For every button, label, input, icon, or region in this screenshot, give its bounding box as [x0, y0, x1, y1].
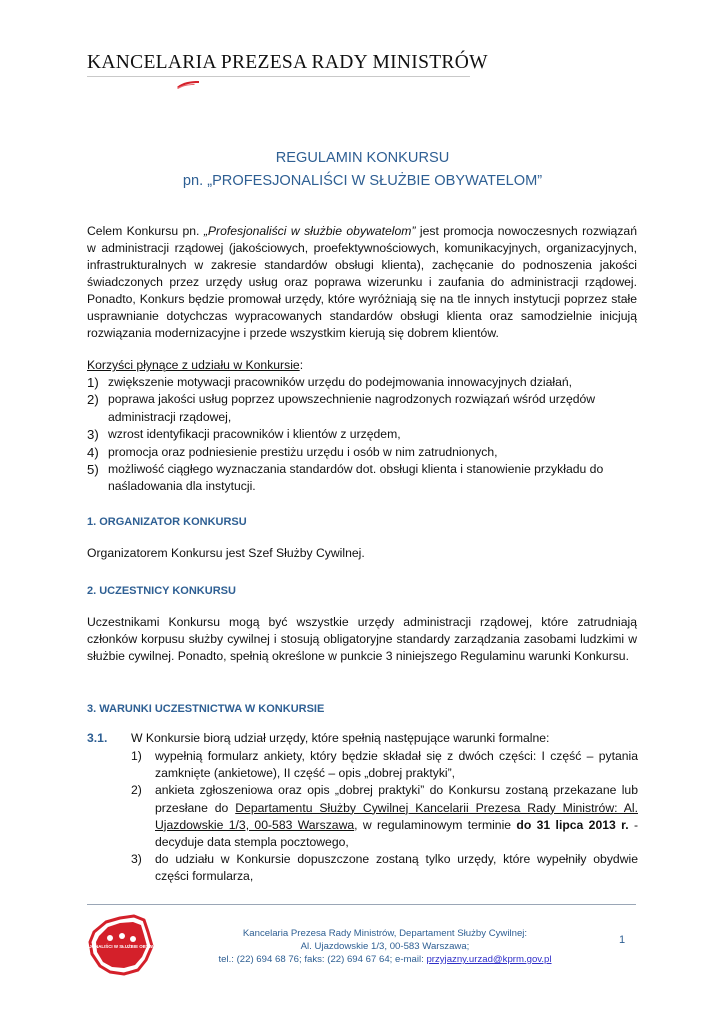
deadline-date: do 31 lipca 2013 r. [516, 817, 629, 832]
list-item [87, 461, 637, 496]
subsection-number: 3.1. [87, 731, 108, 745]
document-subtitle: pn. „PROFESJONALIŚCI W SŁUŻBIE OBYWATELOM” [182, 173, 543, 189]
page-number: 1 [619, 934, 626, 946]
intro-contest-name: „Profesjonaliści w służbie obywatelom” [203, 224, 416, 238]
benefits-heading [87, 357, 637, 374]
footer-email-link[interactable]: przyjazny.urzad@kprm.gov.pl [426, 954, 552, 965]
list-item [87, 391, 637, 426]
list-number: 2) [87, 392, 99, 408]
section-3-heading: 3. WARUNKI UCZESTNICTWA W KONKURSIE [87, 703, 325, 715]
header-divider [87, 76, 470, 77]
list-number: 3) [131, 852, 142, 867]
list-text: poprawa jakości usług poprzez upowszechnienie nagrodzonych rozwiązań wśród urzędów administracji rządowej, [108, 392, 596, 424]
benefits-list [87, 374, 637, 496]
footer-divider [87, 904, 636, 905]
list-number: 3) [87, 427, 99, 443]
list-number: 2) [131, 783, 142, 798]
section-2-text: Uczestnikami Konkursu mogą być wszystkie urzędy administracji rządowej, które zatrudniają członków korpusu służby cywilnej i stosują obligatoryjne standardy zarządzania zasobami ludzkimi w służbie cywilnej. Ponadto, spełnią określone w punkcie 3 niniejszego Regulaminu warunki Konkursu. [87, 615, 637, 663]
conditions-list [131, 748, 638, 886]
list-item [87, 374, 637, 391]
document-title: REGULAMIN KONKURSU [275, 150, 450, 166]
section-1-text: Organizatorem Konkursu jest Szef Służby Cywilnej. [87, 546, 365, 560]
list-text: , w regulaminowym terminie [354, 817, 517, 832]
list-text: możliwość ciągłego wyznaczania standardów dot. obsługi klienta i stanowienie przykładu do naśladowania dla instytucji. [108, 462, 604, 494]
benefits-heading-text: Korzyści płynące z udziału w Konkursie [87, 358, 300, 372]
section-2-heading: 2. UCZESTNICY KONKURSU [87, 585, 236, 597]
logo-text: PROFESJONALIŚCI W SŁUŻBIE OBYWATELOM [71, 944, 171, 949]
list-text: do udziału w Konkursie dopuszczone zostaną tylko urzędy, które wypełniły obydwie części formularza, [155, 852, 638, 884]
list-item [87, 426, 637, 443]
list-text: promocja oraz podniesienie prestiżu urzędu i osób w nim zatrudnionych, [108, 444, 498, 459]
list-text: wzrost identyfikacji pracowników i klientów z urzędem, [108, 427, 401, 442]
benefits-heading-colon: : [299, 358, 304, 372]
footer-phone-fax: tel.: (22) 694 68 76; faks: (22) 694 67 64; e-mail: [218, 954, 427, 965]
list-text: wypełnią formularz ankiety, który będzie składał się z dwóch części: I część – pytania zamknięte (ankietowe), II część – opis „dobrej praktyki”, [155, 749, 638, 781]
institution-name: KANCELARIA PREZESA RADY MINISTRÓW [87, 52, 488, 73]
subsection-text: W Konkursie biorą udział urzędy, które spełnią następujące warunki formalne: [131, 731, 550, 745]
footer-line-1: Kancelaria Prezesa Rady Ministrów, Departament Służby Cywilnej: [242, 928, 528, 939]
list-number: 4) [87, 444, 99, 460]
flag-emblem-icon [176, 80, 200, 89]
intro-lead: Celem Konkursu pn. [87, 224, 204, 238]
footer-line-2: Al. Ujazdowskie 1/3, 00-583 Warszawa; [300, 941, 470, 952]
list-text: ankieta zgłoszeniowa oraz opis „dobrej praktyki” do Konkursu zostaną przekazane lub przesłane do [155, 783, 638, 815]
list-number: 5) [87, 462, 99, 478]
contest-logo-icon [71, 910, 171, 978]
list-item [87, 444, 637, 461]
intro-body: jest promocja nowoczesnych rozwiązań w administracji rządowej (jakościowych, proefektywnościowych, komunikacyjnych, organizacyjnych, infrastrukturalnych w zakresie standardów obsługi klienta), zachęcanie do podnoszenia jakości świadczonych przez urzędy usług oraz poprawa wizerunku i zaufania do administracji rządowej. Ponadto, Konkurs będzie promował urzędy, które wyróżniają się na tle innych instytucji poprzez stałe usprawnianie dotychczas wypracowanych standardów obsługi klienta oraz samodzielnie inicjują rozwiązania modernizacyjne i przede wszystkim kierują się dobrem klientów. [87, 224, 637, 340]
list-item [131, 782, 638, 851]
department-address: Departamentu Służby Cywilnej Kancelarii Prezesa Rady Ministrów: Al. Ujazdowskie 1/3, 00-583 Warszawa [155, 800, 638, 832]
footer-contact [180, 954, 590, 967]
list-number: 1) [131, 749, 142, 763]
list-number: 1) [87, 375, 99, 390]
list-item [131, 851, 638, 885]
intro-paragraph [87, 223, 637, 342]
section-1-heading: 1. ORGANIZATOR KONKURSU [87, 516, 247, 528]
list-text: zwiększenie motywacji pracowników urzędu do podejmowania innowacyjnych działań, [108, 375, 573, 389]
list-text: - decyduje data stempla pocztowego, [155, 817, 638, 850]
list-item [131, 748, 638, 782]
